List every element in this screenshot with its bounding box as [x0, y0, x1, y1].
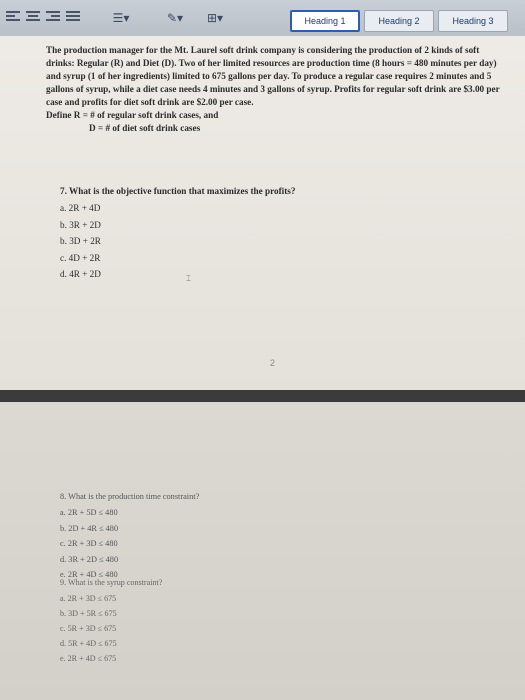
answer-option: c. 5R + 3D ≤ 675 — [60, 624, 117, 633]
style-heading-3[interactable]: Heading 3 — [438, 10, 508, 32]
answer-option: d. 5R + 4D ≤ 675 — [60, 639, 117, 648]
answer-option: b. 2D + 4R ≤ 480 — [60, 523, 119, 533]
answer-option: b. 3R + 2D — [60, 219, 101, 230]
answer-option: c. 2R + 3D ≤ 480 — [60, 539, 118, 548]
align-left-icon[interactable] — [6, 11, 20, 25]
answer-option: a. 2R + 5D ≤ 480 — [60, 508, 118, 517]
problem-statement — [46, 44, 506, 135]
formatting-toolbar — [0, 0, 525, 36]
align-right-icon[interactable] — [46, 11, 60, 25]
page-break — [0, 390, 525, 402]
answer-option: b. 3D + 5R ≤ 675 — [60, 609, 117, 618]
question-7 — [60, 186, 295, 283]
question-8 — [60, 492, 199, 583]
i-beam-cursor-icon: ⌶ — [186, 274, 191, 283]
question-title: 7. What is the objective function that maximizes the profits? — [60, 186, 296, 196]
define-line-2: D = # of diet soft drink cases — [89, 123, 201, 133]
answer-option: d. 3R + 2D ≤ 480 — [60, 554, 119, 564]
question-title: 8. What is the production time constraint? — [60, 492, 200, 501]
answer-option: c. 4D + 2R — [60, 252, 101, 263]
table-icon[interactable]: ⊞▾ — [206, 11, 224, 25]
question-9 — [60, 578, 162, 666]
document-page-2 — [0, 402, 525, 700]
answer-option: d. 4R + 2D — [60, 269, 101, 279]
line-spacing-icon[interactable]: ☰▾ — [112, 11, 130, 25]
intro-paragraph: The production manager for the Mt. Laurel soft drink company is considering the production of 2 kinds of soft drinks: Regular (R) and Diet (D). Two of her limited resources are production time (8 hours = 480 minutes per day) and syrup (1 of her ingredients) limited to 675 gallons per day. To produce a regular case requires 2 minutes and 5 gallons of syrup, while a diet case needs 4 minutes and 3 gallons of syrup. Profits for regular soft drink are $3.00 per case and profits for diet soft drink are $2.00 per case. — [46, 45, 500, 107]
answer-option: a. 2R + 3D ≤ 675 — [60, 594, 117, 603]
answer-option: b. 3D + 2R — [60, 236, 101, 246]
document-page-1 — [0, 36, 525, 390]
question-title: 9. What is the syrup constraint? — [60, 578, 163, 587]
define-line-1: Define R = # of regular soft drink cases, and — [46, 110, 219, 120]
page-number: 2 — [270, 358, 276, 368]
style-heading-1[interactable]: Heading 1 — [290, 10, 360, 32]
align-center-icon[interactable] — [26, 11, 40, 25]
answer-option: a. 2R + 4D — [60, 203, 101, 213]
justify-icon[interactable] — [66, 11, 80, 25]
style-heading-2[interactable]: Heading 2 — [364, 10, 434, 32]
highlight-icon[interactable]: ✎▾ — [166, 11, 184, 25]
answer-option: e. 2R + 4D ≤ 480 — [60, 570, 118, 579]
answer-option: e. 2R + 4D ≤ 675 — [60, 654, 117, 663]
